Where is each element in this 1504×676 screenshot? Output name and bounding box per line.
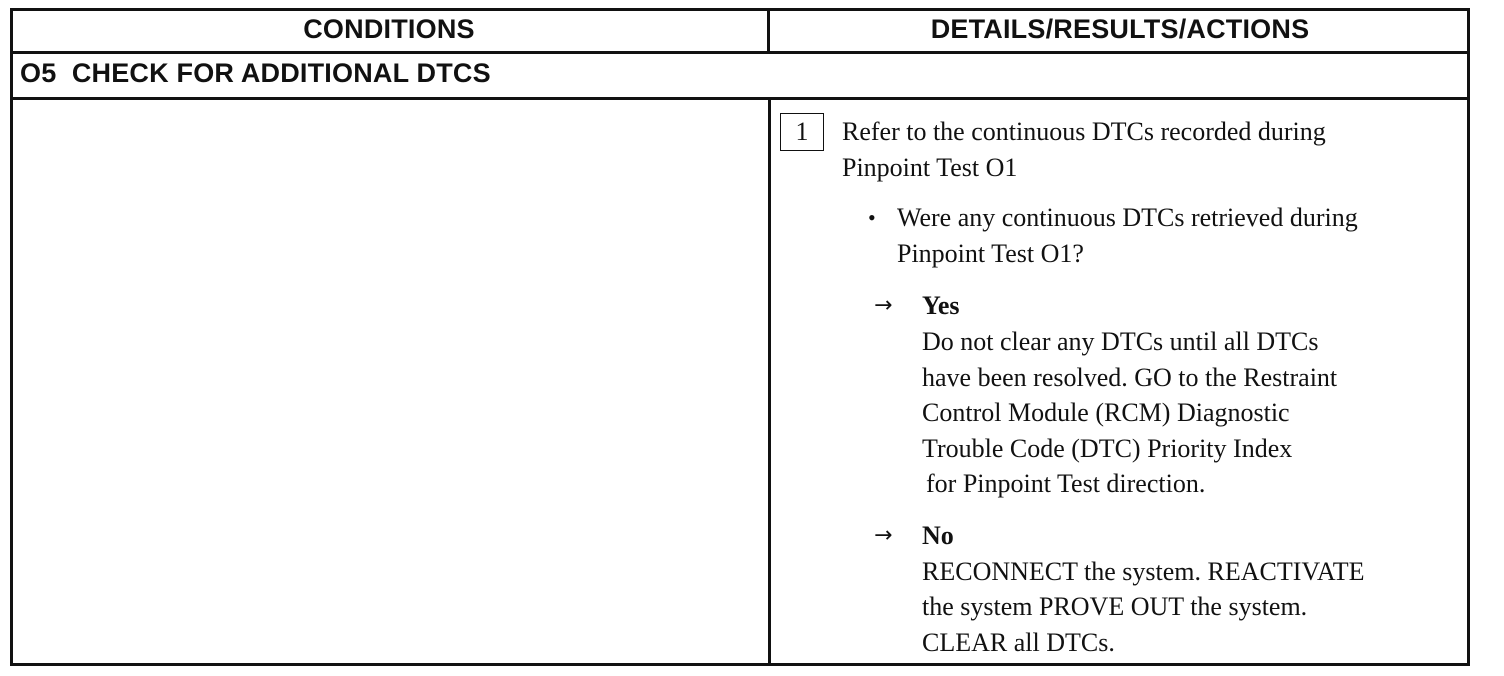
no-label: No [922,521,954,550]
header-details-results-actions: DETAILS/RESULTS/ACTIONS [930,14,1310,44]
step-text-line: Refer to the continuous DTCs recorded during [842,117,1326,146]
yes-line: Do not clear any DTCs until all DTCs [922,327,1319,356]
header-divider [10,51,1470,54]
step-number-box: 1 [780,113,824,151]
question-line: Were any continuous DTCs retrieved during [897,203,1358,232]
no-line: RECONNECT the system. REACTIVATE [922,557,1365,586]
yes-line: Trouble Code (DTC) Priority Index [922,434,1293,463]
no-line: the system PROVE OUT the system. [922,592,1308,621]
no-line: CLEAR all DTCs. [922,628,1115,657]
right-arrow-icon: → [874,293,893,318]
question-line: Pinpoint Test O1? [897,239,1084,268]
step-text-line: Pinpoint Test O1 [842,153,1018,182]
yes-line: Control Module (RCM) Diagnostic [922,398,1290,427]
yes-line: for Pinpoint Test direction. [926,469,1206,498]
section-divider [10,97,1470,100]
yes-line: have been resolved. GO to the Restraint [922,363,1338,392]
header-conditions: CONDITIONS [303,14,475,44]
bullet-dot-icon: • [868,205,876,230]
yes-label: Yes [922,291,960,320]
section-title: O5 CHECK FOR ADDITIONAL DTCS [20,58,491,88]
right-arrow-icon: → [874,523,893,548]
body-column-divider [768,97,771,666]
